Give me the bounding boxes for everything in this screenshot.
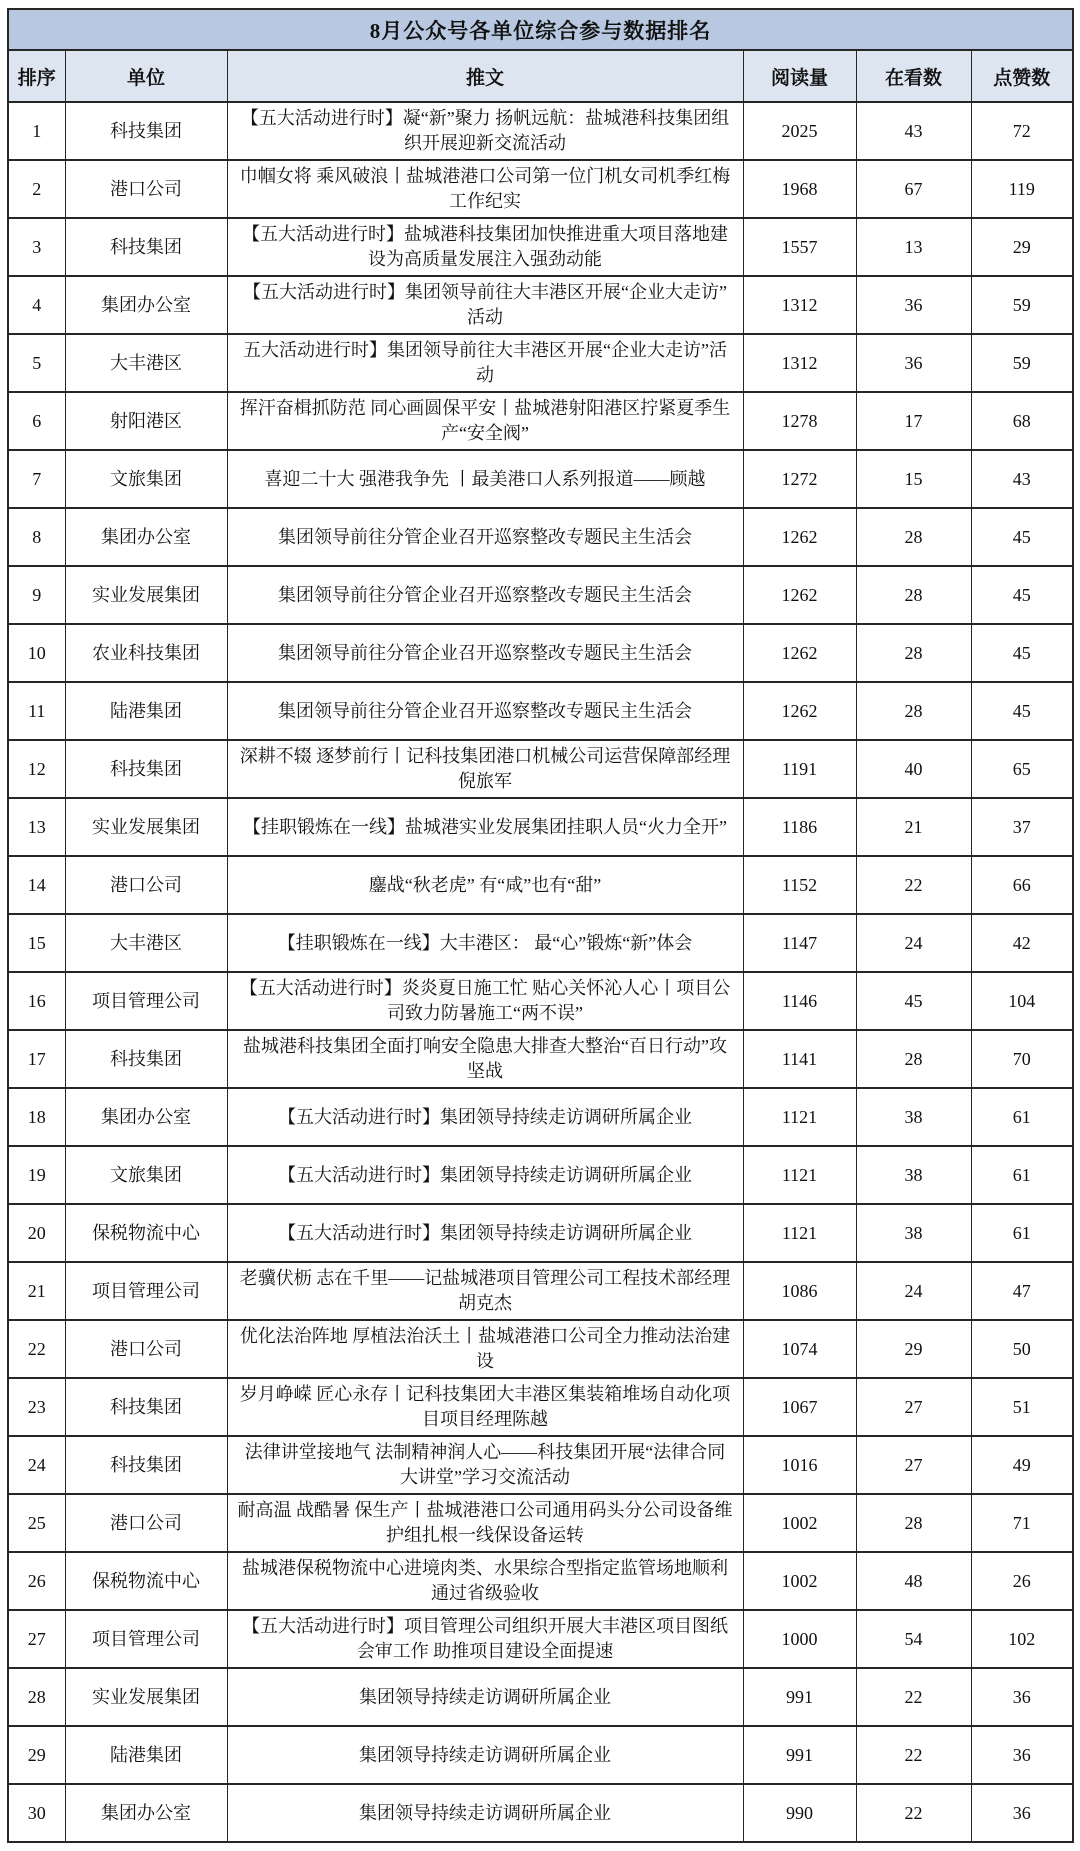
table-title: 8月公众号各单位综合参与数据排名: [8, 9, 1073, 50]
likes-cell: 102: [971, 1610, 1073, 1668]
reads-cell: 1086: [743, 1262, 856, 1320]
table-row: [8, 856, 1073, 914]
table-row: [8, 914, 1073, 972]
article-cell: 【挂职锻炼在一线】大丰港区： 最“心”锻炼“新”体会: [227, 914, 743, 972]
likes-cell: 26: [971, 1552, 1073, 1610]
watches-cell: 22: [856, 856, 971, 914]
reads-cell: 1262: [743, 624, 856, 682]
article-cell: 集团领导前往分管企业召开巡察整改专题民主生活会: [227, 624, 743, 682]
col-header-unit: 单位: [65, 50, 227, 102]
unit-cell: 集团办公室: [65, 1088, 227, 1146]
likes-cell: 65: [971, 740, 1073, 798]
article-cell: 法律讲堂接地气 法制精神润人心——科技集团开展“法律合同大讲堂”学习交流活动: [227, 1436, 743, 1494]
col-header-rank: 排序: [8, 50, 65, 102]
likes-cell: 45: [971, 682, 1073, 740]
col-header-watches: 在看数: [856, 50, 971, 102]
likes-cell: 47: [971, 1262, 1073, 1320]
article-cell: 【五大活动进行时】炎炎夏日施工忙 贴心关怀沁人心丨项目公司致力防暑施工“两不误”: [227, 972, 743, 1030]
unit-cell: 文旅集团: [65, 1146, 227, 1204]
unit-cell: 港口公司: [65, 856, 227, 914]
watches-cell: 43: [856, 102, 971, 160]
table-row: [8, 1668, 1073, 1726]
unit-cell: 集团办公室: [65, 276, 227, 334]
table-row: [8, 740, 1073, 798]
reads-cell: 1121: [743, 1204, 856, 1262]
watches-cell: 13: [856, 218, 971, 276]
unit-cell: 农业科技集团: [65, 624, 227, 682]
rank-cell: 17: [8, 1030, 65, 1088]
unit-cell: 陆港集团: [65, 682, 227, 740]
rank-cell: 30: [8, 1784, 65, 1842]
likes-cell: 119: [971, 160, 1073, 218]
likes-cell: 71: [971, 1494, 1073, 1552]
reads-cell: 1152: [743, 856, 856, 914]
watches-cell: 27: [856, 1378, 971, 1436]
unit-cell: 保税物流中心: [65, 1552, 227, 1610]
rank-cell: 8: [8, 508, 65, 566]
col-header-reads: 阅读量: [743, 50, 856, 102]
likes-cell: 43: [971, 450, 1073, 508]
rank-cell: 23: [8, 1378, 65, 1436]
watches-cell: 54: [856, 1610, 971, 1668]
article-cell: 深耕不辍 逐梦前行丨记科技集团港口机械公司运营保障部经理倪旅军: [227, 740, 743, 798]
article-cell: 老骥伏枥 志在千里——记盐城港项目管理公司工程技术部经理胡克杰: [227, 1262, 743, 1320]
title-row: [8, 9, 1073, 50]
unit-cell: 项目管理公司: [65, 1262, 227, 1320]
watches-cell: 24: [856, 914, 971, 972]
watches-cell: 28: [856, 508, 971, 566]
table-row: [8, 450, 1073, 508]
likes-cell: 72: [971, 102, 1073, 160]
rank-cell: 20: [8, 1204, 65, 1262]
unit-cell: 港口公司: [65, 1494, 227, 1552]
article-cell: 【五大活动进行时】集团领导前往大丰港区开展“企业大走访”活动: [227, 276, 743, 334]
rank-cell: 12: [8, 740, 65, 798]
article-cell: 集团领导持续走访调研所属企业: [227, 1784, 743, 1842]
article-cell: 岁月峥嵘 匠心永存丨记科技集团大丰港区集装箱堆场自动化项目项目经理陈越: [227, 1378, 743, 1436]
likes-cell: 50: [971, 1320, 1073, 1378]
reads-cell: 1557: [743, 218, 856, 276]
table-row: [8, 276, 1073, 334]
table-row: [8, 624, 1073, 682]
article-cell: 集团领导前往分管企业召开巡察整改专题民主生活会: [227, 566, 743, 624]
watches-cell: 28: [856, 1494, 971, 1552]
article-cell: 优化法治阵地 厚植法治沃土丨盐城港港口公司全力推动法治建设: [227, 1320, 743, 1378]
unit-cell: 科技集团: [65, 1436, 227, 1494]
reads-cell: 1968: [743, 160, 856, 218]
rank-cell: 14: [8, 856, 65, 914]
watches-cell: 27: [856, 1436, 971, 1494]
reads-cell: 1262: [743, 682, 856, 740]
reads-cell: 1262: [743, 566, 856, 624]
watches-cell: 22: [856, 1668, 971, 1726]
unit-cell: 实业发展集团: [65, 566, 227, 624]
likes-cell: 51: [971, 1378, 1073, 1436]
table-row: [8, 508, 1073, 566]
rank-cell: 22: [8, 1320, 65, 1378]
header-row: [8, 50, 1073, 102]
watches-cell: 38: [856, 1088, 971, 1146]
reads-cell: 1002: [743, 1494, 856, 1552]
article-cell: 【五大活动进行时】集团领导持续走访调研所属企业: [227, 1146, 743, 1204]
rank-cell: 16: [8, 972, 65, 1030]
rank-cell: 21: [8, 1262, 65, 1320]
watches-cell: 28: [856, 682, 971, 740]
table-row: [8, 392, 1073, 450]
article-cell: 挥汗奋楫抓防范 同心画圆保平安丨盐城港射阳港区拧紧夏季生产“安全阀”: [227, 392, 743, 450]
likes-cell: 70: [971, 1030, 1073, 1088]
watches-cell: 36: [856, 276, 971, 334]
article-cell: 喜迎二十大 强港我争先 丨最美港口人系列报道——顾越: [227, 450, 743, 508]
watches-cell: 24: [856, 1262, 971, 1320]
unit-cell: 科技集团: [65, 740, 227, 798]
article-cell: 鏖战“秋老虎” 有“咸”也有“甜”: [227, 856, 743, 914]
unit-cell: 科技集团: [65, 218, 227, 276]
likes-cell: 61: [971, 1146, 1073, 1204]
likes-cell: 37: [971, 798, 1073, 856]
watches-cell: 67: [856, 160, 971, 218]
col-header-likes: 点赞数: [971, 50, 1073, 102]
reads-cell: 1262: [743, 508, 856, 566]
unit-cell: 项目管理公司: [65, 972, 227, 1030]
watches-cell: 38: [856, 1204, 971, 1262]
watches-cell: 28: [856, 566, 971, 624]
rank-cell: 10: [8, 624, 65, 682]
unit-cell: 射阳港区: [65, 392, 227, 450]
likes-cell: 66: [971, 856, 1073, 914]
article-cell: 集团领导持续走访调研所属企业: [227, 1726, 743, 1784]
unit-cell: 科技集团: [65, 1378, 227, 1436]
table-row: [8, 1436, 1073, 1494]
rank-cell: 9: [8, 566, 65, 624]
reads-cell: 991: [743, 1668, 856, 1726]
unit-cell: 港口公司: [65, 160, 227, 218]
rank-cell: 5: [8, 334, 65, 392]
reads-cell: 1121: [743, 1146, 856, 1204]
article-cell: 【五大活动进行时】集团领导持续走访调研所属企业: [227, 1088, 743, 1146]
rank-cell: 15: [8, 914, 65, 972]
table-row: [8, 1494, 1073, 1552]
unit-cell: 项目管理公司: [65, 1610, 227, 1668]
article-cell: 集团领导持续走访调研所属企业: [227, 1668, 743, 1726]
likes-cell: 36: [971, 1784, 1073, 1842]
article-cell: 【五大活动进行时】凝“新”聚力 扬帆远航：盐城港科技集团组织开展迎新交流活动: [227, 102, 743, 160]
reads-cell: 991: [743, 1726, 856, 1784]
table-row: [8, 1320, 1073, 1378]
reads-cell: 990: [743, 1784, 856, 1842]
watches-cell: 45: [856, 972, 971, 1030]
col-header-article: 推文: [227, 50, 743, 102]
table-row: [8, 102, 1073, 160]
likes-cell: 49: [971, 1436, 1073, 1494]
rank-cell: 25: [8, 1494, 65, 1552]
article-cell: 集团领导前往分管企业召开巡察整改专题民主生活会: [227, 508, 743, 566]
reads-cell: 1016: [743, 1436, 856, 1494]
article-cell: 耐高温 战酷暑 保生产丨盐城港港口公司通用码头分公司设备维护组扎根一线保设备运转: [227, 1494, 743, 1552]
rank-cell: 28: [8, 1668, 65, 1726]
table-row: [8, 1378, 1073, 1436]
rank-cell: 13: [8, 798, 65, 856]
reads-cell: 1186: [743, 798, 856, 856]
table-row: [8, 1146, 1073, 1204]
reads-cell: 2025: [743, 102, 856, 160]
ranking-table: [7, 8, 1074, 1843]
table-row: [8, 1204, 1073, 1262]
watches-cell: 40: [856, 740, 971, 798]
watches-cell: 28: [856, 1030, 971, 1088]
likes-cell: 59: [971, 334, 1073, 392]
watches-cell: 38: [856, 1146, 971, 1204]
unit-cell: 实业发展集团: [65, 1668, 227, 1726]
table-row: [8, 798, 1073, 856]
table-row: [8, 1030, 1073, 1088]
article-cell: 【五大活动进行时】集团领导持续走访调研所属企业: [227, 1204, 743, 1262]
likes-cell: 104: [971, 972, 1073, 1030]
table-row: [8, 1552, 1073, 1610]
article-cell: 【五大活动进行时】项目管理公司组织开展大丰港区项目图纸会审工作 助推项目建设全面提速: [227, 1610, 743, 1668]
table-row: [8, 218, 1073, 276]
table-row: [8, 1726, 1073, 1784]
watches-cell: 48: [856, 1552, 971, 1610]
unit-cell: 科技集团: [65, 102, 227, 160]
article-cell: 五大活动进行时】集团领导前往大丰港区开展“企业大走访”活动: [227, 334, 743, 392]
table-row: [8, 1784, 1073, 1842]
reads-cell: 1146: [743, 972, 856, 1030]
rank-cell: 7: [8, 450, 65, 508]
article-cell: 巾帼女将 乘风破浪丨盐城港港口公司第一位门机女司机季红梅工作纪实: [227, 160, 743, 218]
rank-cell: 4: [8, 276, 65, 334]
unit-cell: 保税物流中心: [65, 1204, 227, 1262]
rank-cell: 27: [8, 1610, 65, 1668]
unit-cell: 集团办公室: [65, 508, 227, 566]
watches-cell: 15: [856, 450, 971, 508]
article-cell: 集团领导前往分管企业召开巡察整改专题民主生活会: [227, 682, 743, 740]
unit-cell: 科技集团: [65, 1030, 227, 1088]
rank-cell: 18: [8, 1088, 65, 1146]
watches-cell: 17: [856, 392, 971, 450]
reads-cell: 1074: [743, 1320, 856, 1378]
likes-cell: 61: [971, 1088, 1073, 1146]
table-row: [8, 566, 1073, 624]
reads-cell: 1000: [743, 1610, 856, 1668]
table-row: [8, 1088, 1073, 1146]
article-cell: 【五大活动进行时】盐城港科技集团加快推进重大项目落地建设为高质量发展注入强劲动能: [227, 218, 743, 276]
article-cell: 盐城港科技集团全面打响安全隐患大排查大整治“百日行动”攻坚战: [227, 1030, 743, 1088]
rank-cell: 11: [8, 682, 65, 740]
reads-cell: 1141: [743, 1030, 856, 1088]
reads-cell: 1121: [743, 1088, 856, 1146]
reads-cell: 1147: [743, 914, 856, 972]
watches-cell: 36: [856, 334, 971, 392]
article-cell: 【挂职锻炼在一线】盐城港实业发展集团挂职人员“火力全开”: [227, 798, 743, 856]
unit-cell: 大丰港区: [65, 334, 227, 392]
rank-cell: 26: [8, 1552, 65, 1610]
article-cell: 盐城港保税物流中心进境肉类、水果综合型指定监管场地顺利通过省级验收: [227, 1552, 743, 1610]
likes-cell: 45: [971, 624, 1073, 682]
reads-cell: 1002: [743, 1552, 856, 1610]
table-row: [8, 972, 1073, 1030]
reads-cell: 1278: [743, 392, 856, 450]
unit-cell: 实业发展集团: [65, 798, 227, 856]
unit-cell: 陆港集团: [65, 1726, 227, 1784]
table-row: [8, 1610, 1073, 1668]
rank-cell: 1: [8, 102, 65, 160]
table-row: [8, 1262, 1073, 1320]
unit-cell: 大丰港区: [65, 914, 227, 972]
rank-cell: 6: [8, 392, 65, 450]
watches-cell: 29: [856, 1320, 971, 1378]
rank-cell: 29: [8, 1726, 65, 1784]
likes-cell: 68: [971, 392, 1073, 450]
reads-cell: 1312: [743, 334, 856, 392]
table-row: [8, 334, 1073, 392]
likes-cell: 36: [971, 1668, 1073, 1726]
watches-cell: 22: [856, 1784, 971, 1842]
likes-cell: 29: [971, 218, 1073, 276]
likes-cell: 61: [971, 1204, 1073, 1262]
likes-cell: 42: [971, 914, 1073, 972]
reads-cell: 1067: [743, 1378, 856, 1436]
rank-cell: 24: [8, 1436, 65, 1494]
watches-cell: 28: [856, 624, 971, 682]
likes-cell: 45: [971, 508, 1073, 566]
reads-cell: 1272: [743, 450, 856, 508]
unit-cell: 文旅集团: [65, 450, 227, 508]
table-row: [8, 160, 1073, 218]
reads-cell: 1191: [743, 740, 856, 798]
unit-cell: 集团办公室: [65, 1784, 227, 1842]
unit-cell: 港口公司: [65, 1320, 227, 1378]
reads-cell: 1312: [743, 276, 856, 334]
likes-cell: 36: [971, 1726, 1073, 1784]
watches-cell: 22: [856, 1726, 971, 1784]
watches-cell: 21: [856, 798, 971, 856]
rank-cell: 19: [8, 1146, 65, 1204]
table-body: [8, 102, 1073, 1842]
rank-cell: 2: [8, 160, 65, 218]
likes-cell: 45: [971, 566, 1073, 624]
rank-cell: 3: [8, 218, 65, 276]
table-row: [8, 682, 1073, 740]
likes-cell: 59: [971, 276, 1073, 334]
